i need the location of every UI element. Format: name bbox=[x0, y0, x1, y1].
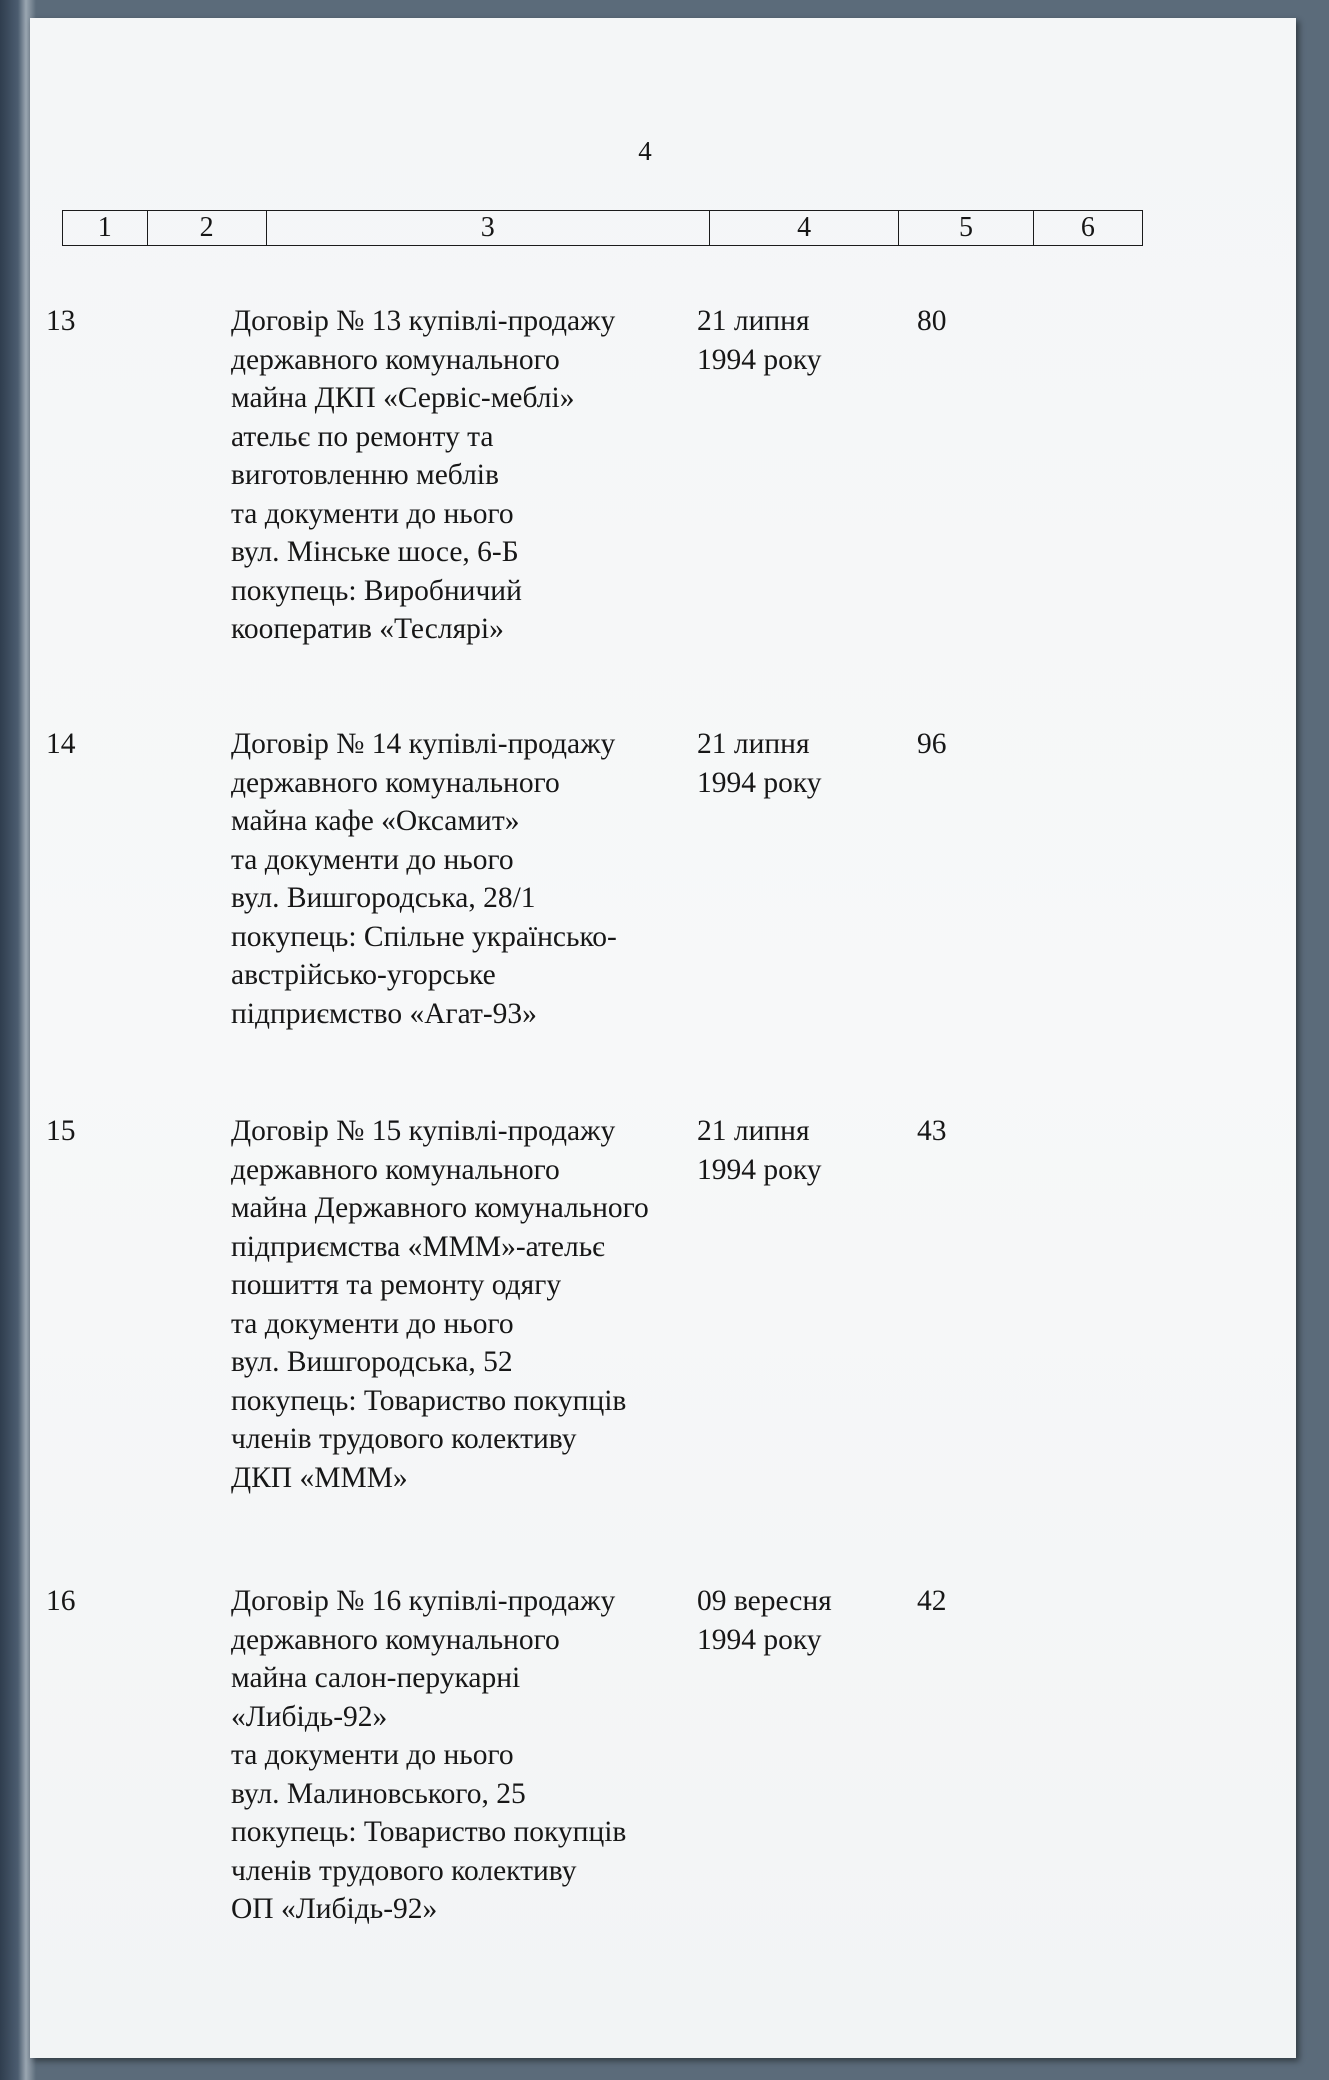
document-page bbox=[30, 18, 1296, 2058]
column-header-4: 4 bbox=[709, 211, 899, 246]
page-number: 4 bbox=[638, 136, 652, 166]
column-header-6: 6 bbox=[1033, 211, 1142, 246]
column-header-table bbox=[62, 210, 1143, 246]
column-header-3: 3 bbox=[266, 211, 709, 246]
row-description: Договір № 13 купівлі-продажу державного комунального майна ДКП «Сервіс-меблі» ательє по ремонту та виготовленню меблів та документи до нього вул. Мінське шосе, 6-Б покупець: Виробничий кооператив «Теслярі» bbox=[231, 305, 616, 645]
row-date: 21 липня 1994 року bbox=[697, 305, 822, 376]
row-page-count: 42 bbox=[917, 1585, 947, 1617]
row-number: 16 bbox=[46, 1585, 76, 1617]
row-date: 21 липня 1994 року bbox=[697, 1115, 822, 1186]
row-date: 21 липня 1994 року bbox=[697, 728, 822, 799]
row-number: 13 bbox=[46, 305, 76, 337]
row-description: Договір № 15 купівлі-продажу державного комунального майна Державного комунального підприємства «МММ»-ательє пошиття та ремонту одягу та документи до нього вул. Вишгородська, 52 покупець: Товариство покупців членів трудового колективу ДКП «МММ» bbox=[231, 1115, 649, 1494]
column-header-5: 5 bbox=[899, 211, 1033, 246]
row-description: Договір № 16 купівлі-продажу державного комунального майна салон-перукарні «Либідь-92» та документи до нього вул. Малиновського, 25 покупець: Товариство покупців членів трудового колективу ОП «Либідь-92» bbox=[231, 1585, 627, 1925]
column-header-2: 2 bbox=[147, 211, 266, 246]
row-page-count: 96 bbox=[917, 728, 947, 760]
row-number: 15 bbox=[46, 1115, 76, 1147]
row-description: Договір № 14 купівлі-продажу державного комунального майна кафе «Оксамит» та документи до нього вул. Вишгородська, 28/1 покупець: Спільне українсько- австрійсько-угорське підприємство «Агат-93» bbox=[231, 728, 617, 1030]
row-page-count: 80 bbox=[917, 305, 947, 337]
row-page-count: 43 bbox=[917, 1115, 947, 1147]
row-date: 09 вересня 1994 року bbox=[697, 1585, 832, 1656]
row-number: 14 bbox=[46, 728, 76, 760]
column-header-1: 1 bbox=[63, 211, 148, 246]
column-header-row bbox=[63, 211, 1143, 246]
